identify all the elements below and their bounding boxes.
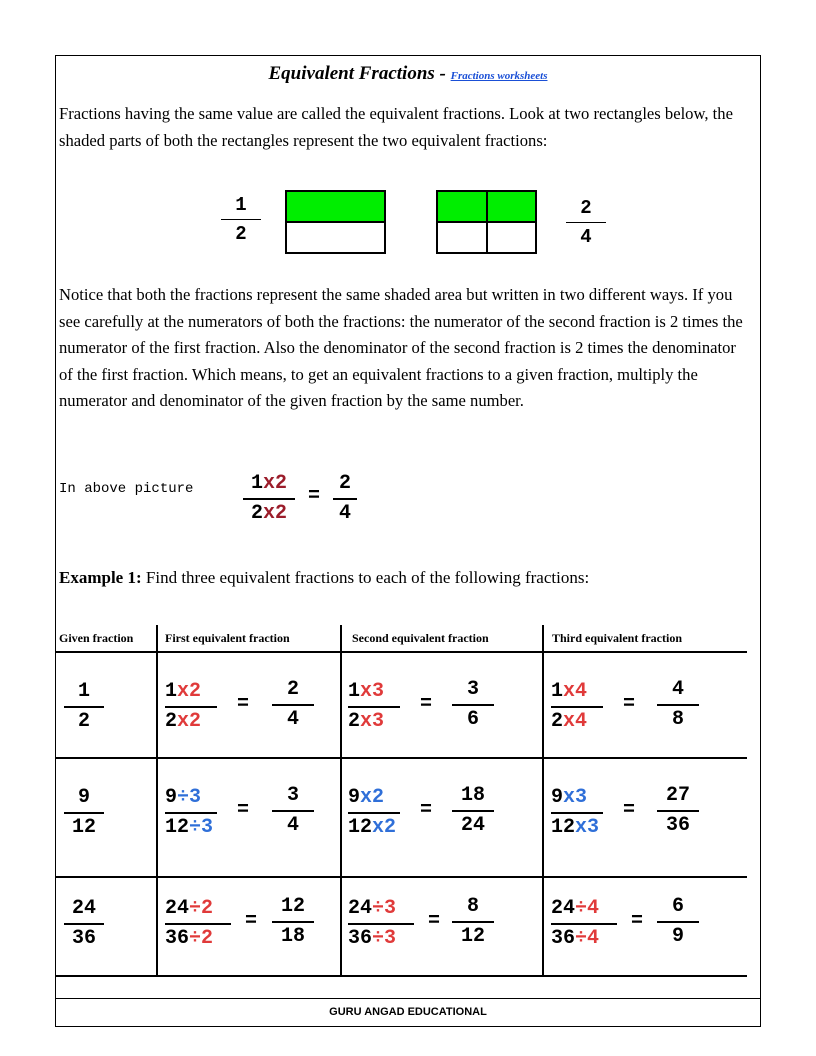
equivalent-step [165,786,217,840]
result-numerator: 3 [466,678,479,701]
given-numerator: 9 [77,786,90,809]
result-numerator: 3 [286,784,299,807]
step-numerator [165,786,217,810]
equivalent-result [657,895,699,949]
step-num-operation: ÷3 [177,786,202,809]
equals-sign: = [308,485,321,508]
step-den-base: 12 [165,816,190,839]
step-num-base: 9 [551,786,564,809]
equals-sign: = [245,910,258,933]
equals-sign: = [623,693,636,716]
intro-paragraph: Fractions having the same value are called the equivalent fractions. Look at two rectangles below, the shaded parts of both the rectangles represent the two equivalent fractions: [59,104,733,150]
step-denominator [348,710,400,734]
picture-result: 2 4 [333,472,357,526]
step-den-base: 12 [551,816,576,839]
step-denominator [551,710,603,734]
result-denominator: 4 [286,708,299,731]
step-denominator [551,816,603,840]
step-den-operation: x2 [372,816,397,839]
step-num-base: 9 [165,786,178,809]
worksheet-title [0,63,816,85]
given-fraction [64,680,104,734]
half-shaded-rectangle [285,190,386,254]
step-den-base: 36 [165,927,190,950]
equivalent-result [452,895,494,949]
example-heading [59,568,589,588]
picture-fraction: 1x2 2x2 [243,472,295,526]
step-num-operation: x2 [360,786,385,809]
example-text: Find three equivalent fractions to each of the following fractions: [141,568,590,587]
equals-sign: = [237,693,250,716]
given-denominator: 2 [77,710,90,733]
step-num-operation: x2 [177,680,202,703]
result-denominator: 4 [286,814,299,837]
equals-sign: = [420,693,433,716]
given-denominator: 12 [71,816,96,839]
result-denominator: 18 [280,925,305,948]
result-numerator: 8 [466,895,479,918]
shaded-half [287,192,384,223]
result-numerator: 12 [280,895,305,918]
equivalent-result [272,895,314,949]
step-den-base: 2 [165,710,178,733]
equivalent-step [348,786,400,840]
step-denominator [165,710,217,734]
footer: GURU ANGAD EDUCATIONAL [329,1006,487,1018]
step-numerator [348,897,414,921]
equivalent-result [272,678,314,732]
step-den-operation: ÷3 [189,816,214,839]
header-third: Third equivalent fraction [552,631,683,645]
step-numerator [551,680,603,704]
explanation-paragraph: Notice that both the fractions represent the same shaded area but written in two different ways. If you see carefully at the numerators of both the fractions: the numerator of the second fraction is 2 times the numerator of the first fraction. Also the denominator of the second fraction is 2 times the denominator of the first fraction. Which means, to get an equivalent fractions to a given fraction, multiply the numerator and denominator of the given fraction by the same number. [59,285,743,411]
step-den-base: 36 [348,927,373,950]
picture-label: In above picture [59,481,194,497]
step-num-operation: x3 [563,786,588,809]
worksheet-frame [55,55,761,1027]
step-den-base: 2 [551,710,564,733]
equals-sign: = [420,799,433,822]
step-den-base: 12 [348,816,373,839]
result-denominator: 6 [466,708,479,731]
step-numerator [348,786,400,810]
step-num-operation: ÷3 [372,897,397,920]
step-numerator [165,897,231,921]
equivalent-result [657,784,699,838]
step-num-base: 1 [165,680,178,703]
step-den-operation: x3 [360,710,385,733]
step-num-base: 9 [348,786,361,809]
equals-sign: = [623,799,636,822]
given-fraction [64,786,104,840]
equivalent-result [657,678,699,732]
given-denominator: 36 [71,927,96,950]
equivalent-step [551,897,617,951]
result-numerator: 2 [286,678,299,701]
left-numerator: 1 [235,194,247,216]
equivalent-step [165,680,217,734]
right-denominator: 4 [580,226,592,248]
step-num-base: 24 [165,897,190,920]
header-first: First equivalent fraction [165,631,290,645]
step-num-operation: ÷4 [575,897,600,920]
result-numerator: 6 [671,895,684,918]
header-second: Second equivalent fraction [352,631,489,645]
result-denominator: 8 [671,708,684,731]
step-numerator [165,680,217,704]
step-num-operation: x3 [360,680,385,703]
worksheets-link[interactable]: Fractions worksheets [450,70,548,82]
result-denominator: 12 [460,925,485,948]
result-denominator: 9 [671,925,684,948]
right-numerator: 2 [580,197,592,219]
step-num-base: 1 [348,680,361,703]
step-num-operation: x4 [563,680,588,703]
step-denominator [165,816,217,840]
equals-sign: = [631,910,644,933]
right-fraction [566,197,606,248]
step-denominator [165,927,231,951]
step-num-operation: ÷2 [189,897,214,920]
equivalent-result [272,784,314,838]
result-numerator: 18 [460,784,485,807]
left-fraction [221,194,261,245]
title-text: Equivalent Fractions - [268,63,446,84]
step-den-operation: x2 [177,710,202,733]
step-den-operation: ÷3 [372,927,397,950]
step-num-base: 24 [551,897,576,920]
equivalent-result [452,784,494,838]
step-denominator [348,816,400,840]
equivalent-step [348,897,414,951]
step-numerator [551,786,603,810]
step-den-base: 36 [551,927,576,950]
result-numerator: 27 [665,784,690,807]
step-den-operation: ÷4 [575,927,600,950]
given-fraction [64,897,104,951]
step-den-operation: x4 [563,710,588,733]
equals-sign: = [237,799,250,822]
result-denominator: 36 [665,814,690,837]
step-den-base: 2 [348,710,361,733]
equivalent-step [165,897,231,951]
left-denominator: 2 [235,223,247,245]
result-numerator: 4 [671,678,684,701]
step-denominator [348,927,414,951]
equals-sign: = [428,910,441,933]
given-numerator: 1 [77,680,90,703]
equivalent-step [348,680,400,734]
step-den-operation: x3 [575,816,600,839]
step-denominator [551,927,617,951]
result-denominator: 24 [460,814,485,837]
header-given: Given fraction [59,631,134,645]
example-label: Example 1: [59,568,142,587]
step-numerator [348,680,400,704]
step-den-operation: ÷2 [189,927,214,950]
equivalent-step [551,786,603,840]
step-num-base: 24 [348,897,373,920]
given-numerator: 24 [71,897,96,920]
equivalent-step [551,680,603,734]
equivalent-result [452,678,494,732]
step-numerator [551,897,617,921]
step-num-base: 1 [551,680,564,703]
quarter-shaded-rectangle [436,190,537,254]
